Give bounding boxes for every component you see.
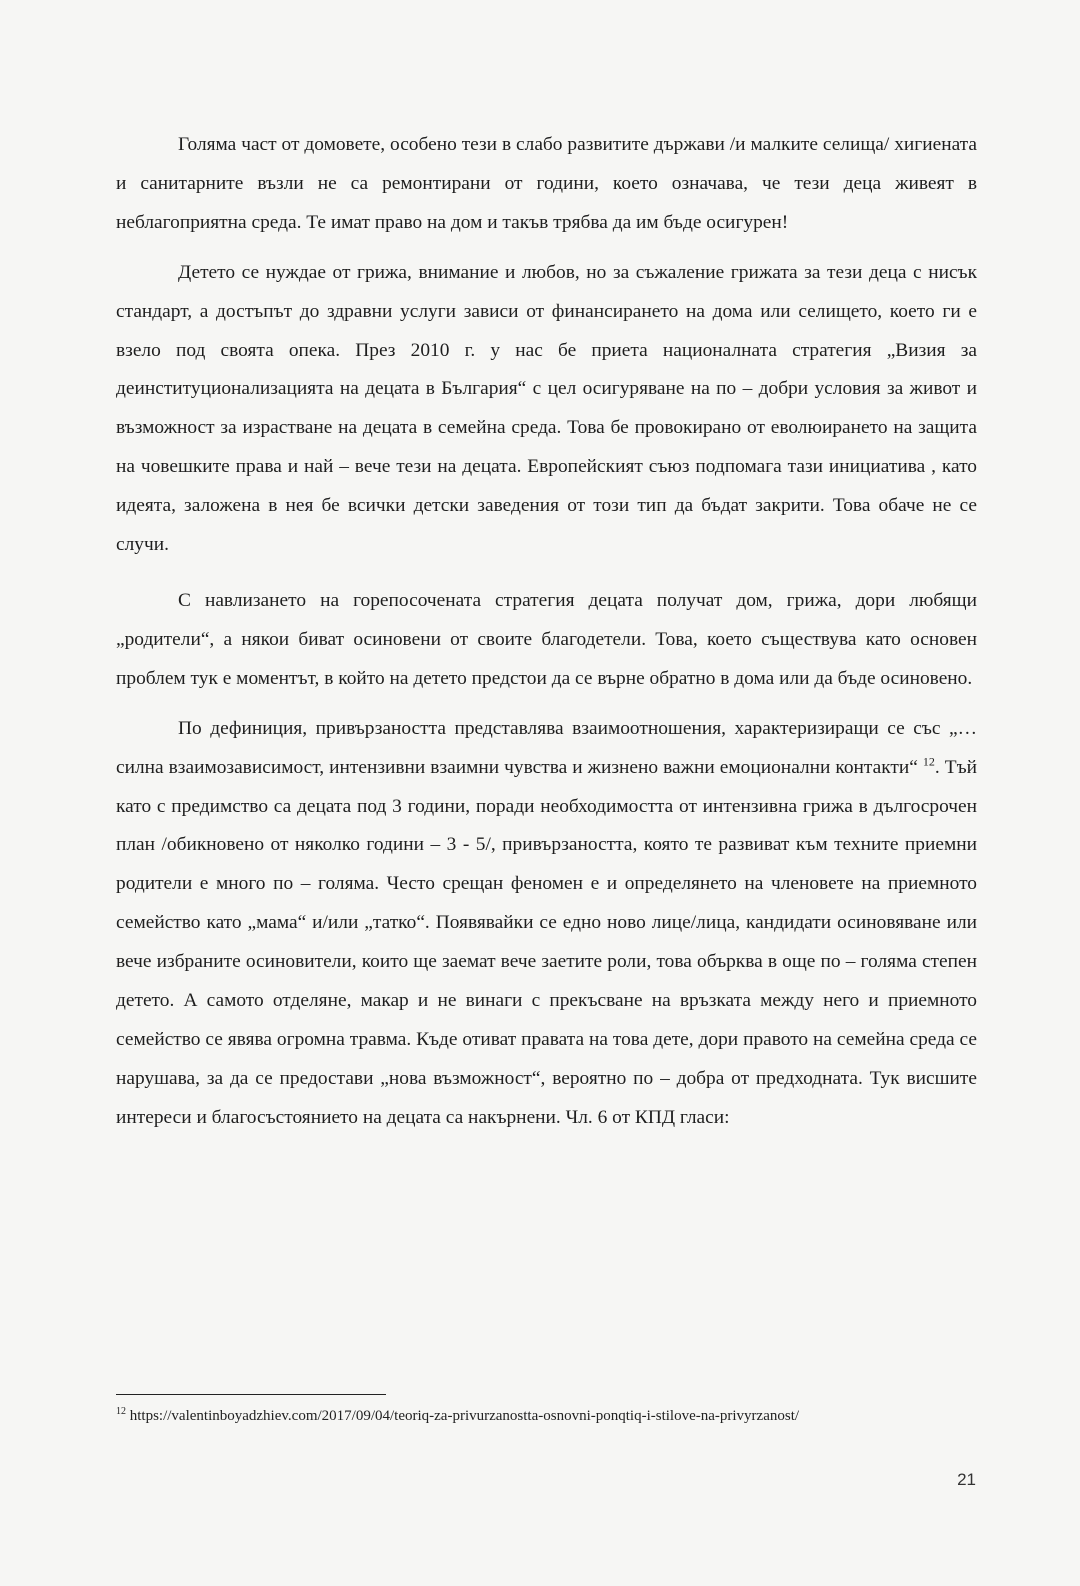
footnote-link[interactable]: https://valentinboyadzhiev.com/2017/09/04/teoriq-za-privurzanostta-osnovni-ponqtiq-i-stilove-na-privyrzanost/ [126,1408,800,1424]
paragraph-4 [116,710,977,1138]
footnote-number: 12 [116,1406,126,1417]
paragraph-4-text-after: . Тъй като с предимство са децата под 3 години, поради необходимостта от интензивна грижа в дългосрочен план /обикновено от няколко години – 3 - 5/, привързаността, която те развиват към техните приемни родители е много по – голяма. Често срещан феномен е и определянето на членовете на приемното семейство като „мама“ и/или „татко“. Появявайки се едно ново лице/лица, кандидати осиновяване или вече избраните осиновители, които ще заемат вече заетите роли, това обърква в още по – голяма степен детето. А самото отделяне, макар и не винаги с прекъсване на връзката между него и приемното семейство се явява огромна травма. Къде отиват правата на това дете, дори правото на семейна среда се нарушава, за да се предостави „нова възможност“, вероятно по – добра от предходната. Тук висшите интереси и благосъстоянието на децата са накърнени. Чл. 6 от КПД гласи: [116,756,977,1128]
paragraph-3: С навлизането на горепосочената стратегия децата получат дом, грижа, дори любящи „родители“, а някои биват осиновени от своите благодетели. Това, което съществува като основен проблем тук е моментът, в който на детето предстои да се върне обратно в дома или да бъде осиновено. [116,589,977,689]
page-number: 21 [957,1470,976,1489]
body-text [116,126,977,1138]
paragraph-4-text-before: По дефиниция, привързаността представлява взаимоотношения, характеризиращи се със „…силна взаимозависимост, интензивни взаимни чувства и жизнено важни емоционални контакти“ [116,717,977,778]
paragraph-1: Голяма част от домовете, особено тези в слабо развитите държави /и малките селища/ хигиената и санитарните възли не са ремонтирани от години, което означава, че тези деца живеят в неблагоприятна среда. Те имат право на дом и такъв трябва да им бъде осигурен! [116,134,977,233]
footnote-separator [116,1394,386,1395]
footnote [116,1406,916,1426]
footnote-reference[interactable]: 12 [922,754,935,769]
paragraph-2: Детето се нуждае от грижа, внимание и любов, но за съжаление грижата за тези деца с нисък стандарт, а достъпът до здравни услуги зависи от финансирането на дома или селището, което ги е взело под своята опека. През 2010 г. у нас бе приета националната стратегия „Визия за деинституционализацията на децата в България“ с цел осигуряване на по – добри условия за живот и възможност за израстване на децата в семейна среда. Това бе провокирано от еволюирането на защита на човешките права и най – вече тези на децата. Европейският съюз подпомага тази инициатива , като идеята, заложена в нея бе всички детски заведения от този тип да бъдат закрити. Това обаче не се случи. [116,261,977,556]
